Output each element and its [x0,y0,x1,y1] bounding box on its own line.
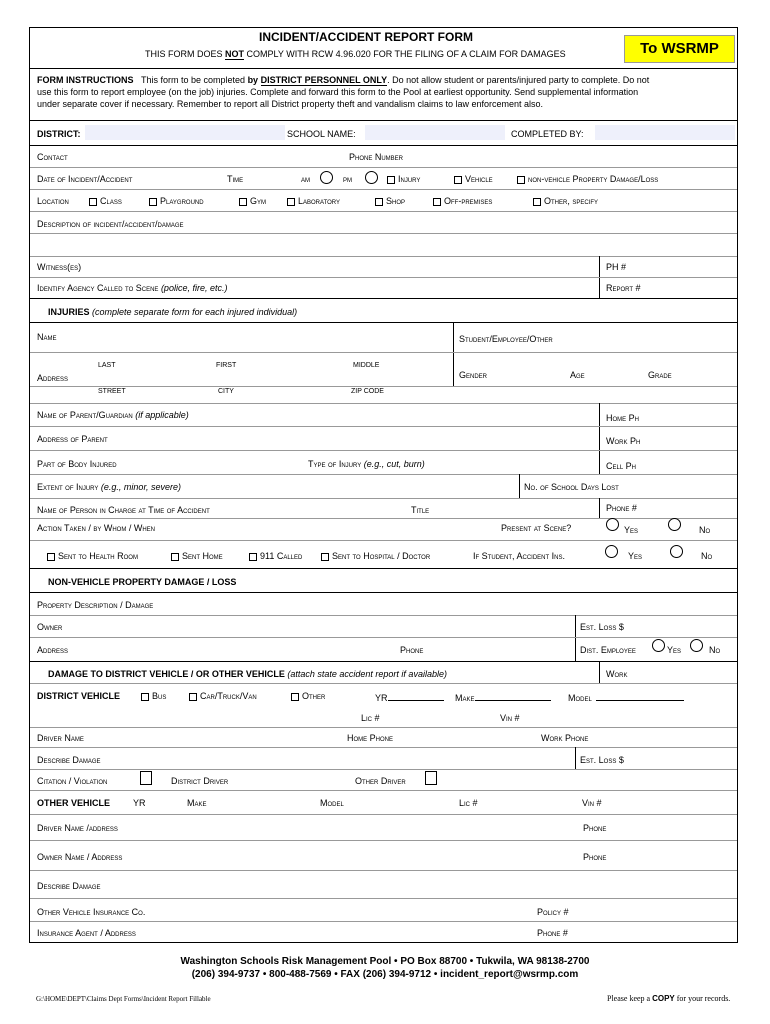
witnesses-label: Witness(es) [37,262,82,272]
property-est-loss-label: Est. Loss $ [580,622,624,632]
vehicle-work-label: Work [606,669,628,679]
district-field[interactable] [85,125,285,140]
gym-checkbox[interactable] [239,198,247,206]
property-phone-label: Phone [400,645,424,655]
status-label: Student/Employee/Other [459,334,553,344]
playground-checkbox[interactable] [149,198,157,206]
description-label: Description of incident/accident/damage [37,219,184,229]
injured-name-label: Name [37,332,57,342]
zip-label: ZIP CODE [351,388,384,395]
bus-checkbox[interactable] [141,693,149,701]
hospital-checkbox[interactable] [321,553,329,561]
accident-ins-yes-radio[interactable] [605,545,618,558]
property-heading: NON-VEHICLE PROPERTY DAMAGE / LOSS [48,577,237,587]
form-title: INCIDENT/ACCIDENT REPORT FORM [259,30,473,44]
accident-ins-no-radio[interactable] [670,545,683,558]
first-label: FIRST [216,362,237,369]
present-no-radio[interactable] [668,518,681,531]
footer-contact: (206) 394-9737 • 800-488-7569 • FAX (206) 394-9712 • incident_report@wsrmp.com [191,969,579,980]
vehicle-checkbox[interactable] [454,176,462,184]
other-vehicle-option[interactable]: Other [291,691,325,701]
person-phone-label: Phone # [606,503,637,513]
completed-by-label: COMPLETED BY: [511,129,584,139]
car-truck-checkbox[interactable] [189,693,197,701]
agent-phone-label: Phone # [537,928,568,938]
address-label: Address [37,373,69,383]
other-specify-option[interactable]: Other, specify [533,196,598,206]
district-vin-label: Vin # [500,713,520,723]
district-yr-field[interactable]: YR [375,691,444,703]
gym-option[interactable]: Gym [239,196,266,206]
work-ph-label: Work Ph [606,436,641,446]
instructions-line-3: under separate cover if necessary. Remember to report all District property theft and vandalism claims to law enforcement also. [37,99,544,109]
extent-label: Extent of Injury (e.g., minor, severe) [37,482,181,492]
car-truck-option[interactable]: Car/Truck/Van [189,691,257,701]
policy-label: Policy # [537,907,569,917]
dist-employee-label: Dist. Employee [580,645,636,655]
owner-label: Owner [37,622,63,632]
ov-vin-label: Vin # [582,798,602,808]
time-label: Time [227,174,244,184]
property-address-label: Address [37,645,69,655]
ov-driver-label: Driver Name /address [37,823,118,833]
present-no-label: No [699,525,711,535]
dist-employee-no-radio[interactable] [690,639,703,652]
to-wsrmp-badge: To WSRMP [624,35,735,63]
district-lic-label: Lic # [361,713,380,723]
district-label: DISTRICT: [37,129,81,139]
am-radio[interactable] [320,171,333,184]
footer-keep-copy: Please keep a COPY for your records. [607,994,731,1003]
laboratory-checkbox[interactable] [287,198,295,206]
ov-driver-phone-label: Phone [583,823,607,833]
am-label: am [301,174,310,184]
hospital-option[interactable]: Sent to Hospital / Doctor [321,551,430,561]
date-label: Date of Incident/Accident [37,174,133,184]
bus-option[interactable]: Bus [141,691,166,701]
district-driver-label: District Driver [171,776,229,786]
nonvehicle-option[interactable]: non-vehicle Property Damage/Loss [517,174,658,184]
describe-damage-label: Describe Damage [37,755,101,765]
injury-checkbox[interactable] [387,176,395,184]
title-label: Title [411,505,430,515]
dist-employee-yes-radio[interactable] [652,639,665,652]
grade-label: Grade [648,370,672,380]
cell-ph-label: Cell Ph [606,461,637,471]
health-room-checkbox[interactable] [47,553,55,561]
instructions-line-1: FORM INSTRUCTIONS This form to be completed by DISTRICT PERSONNEL ONLY. Do not allow student or parents/injured party to complete. Do not [37,75,650,85]
phone-number-label: Phone Number [349,152,404,162]
footer-address: Washington Schools Risk Management Pool • PO Box 88700 • Tukwila, WA 98138-2700 [180,956,590,967]
district-make-field[interactable]: Make [455,691,551,703]
home-phone-label: Home Phone [347,733,394,743]
shop-option[interactable]: Shop [375,196,405,206]
class-option[interactable]: Class [89,196,122,206]
ov-describe-label: Describe Damage [37,881,101,891]
accident-ins-yes-label: Yes [628,551,643,561]
completed-by-field[interactable] [595,125,735,140]
ov-lic-label: Lic # [459,798,478,808]
vehicle-heading: DAMAGE TO DISTRICT VEHICLE / OR OTHER VEHICLE (attach state accident report if available) [48,669,447,679]
ov-owner-phone-label: Phone [583,852,607,862]
class-checkbox[interactable] [89,198,97,206]
ov-model-label: Model [320,798,344,808]
health-room-option[interactable]: Sent to Health Room [47,551,138,561]
pm-radio[interactable] [365,171,378,184]
ov-insurance-label: Other Vehicle Insurance Co. [37,907,146,917]
school-name-field[interactable] [365,125,505,140]
action-label: Action Taken / by Whom / When [37,523,156,533]
dist-employee-yes-label: Yes [667,645,682,655]
dist-employee-no-label: No [709,645,721,655]
nonvehicle-checkbox[interactable] [517,176,525,184]
injury-option[interactable]: Injury [387,174,420,184]
agency-label: Identify Agency Called to Scene (police, fire, etc.) [37,283,228,293]
offpremises-checkbox[interactable] [433,198,441,206]
shop-checkbox[interactable] [375,198,383,206]
injuries-heading: INJURIES (complete separate form for each injured individual) [48,307,298,317]
form-subtitle: THIS FORM DOES NOT COMPLY WITH RCW 4.96.020 FOR THE FILING OF A CLAIM FOR DAMAGES [145,49,566,59]
driver-name-label: Driver Name [37,733,84,743]
incident-report-form [29,27,738,943]
other-vehicle-checkbox[interactable] [291,693,299,701]
report-number-label: Report # [606,283,641,293]
if-student-label: If Student, Accident Ins. [473,551,566,561]
person-charge-label: Name of Person in Charge at Time of Accident [37,505,210,515]
property-description-label: Property Description / Damage [37,600,154,610]
present-yes-label: Yes [624,525,639,535]
other-specify-checkbox[interactable] [533,198,541,206]
citation-label: Citation / Violation [37,776,108,786]
ov-yr-label: YR [133,798,146,808]
called-911-option[interactable]: 911 Called [249,551,302,561]
other-vehicle-label: OTHER VEHICLE [37,798,111,808]
city-label: CITY [218,388,234,395]
playground-option[interactable]: Playground [149,196,204,206]
ov-make-label: Make [187,798,207,808]
district-model-field[interactable]: Model [568,691,684,703]
accident-ins-no-label: No [701,551,713,561]
present-label: Present at Scene? [501,523,572,533]
footer-path: G:\HOME\DEPT\Claims Dept Forms\Incident Report Fillable [36,995,211,1003]
middle-label: MIDDLE [353,362,380,369]
sent-home-checkbox[interactable] [171,553,179,561]
contact-label: Contact [37,152,68,162]
pm-label: pm [343,174,352,184]
vehicle-option[interactable]: Vehicle [454,174,493,184]
parent-label: Name of Parent/Guardian (if applicable) [37,410,189,420]
street-label: STREET [98,388,126,395]
days-lost-label: No. of School Days Lost [524,482,619,492]
parent-address-label: Address of Parent [37,434,108,444]
offpremises-option[interactable]: Off-premises [433,196,492,206]
present-yes-radio[interactable] [606,518,619,531]
citation-checkbox[interactable] [140,771,152,785]
location-label: Location [37,196,69,206]
laboratory-option[interactable]: Laboratory [287,196,340,206]
called-911-checkbox[interactable] [249,553,257,561]
district-vehicle-label: DISTRICT VEHICLE [37,691,121,701]
home-ph-label: Home Ph [606,413,640,423]
instructions-line-2: use this form to report employee (on the job) injuries. Complete and forward this form to the Pool at earliest opportunity. Send supplemental information [37,87,639,97]
sent-home-option[interactable]: Sent Home [171,551,223,561]
body-part-label: Part of Body Injured [37,459,117,469]
vehicle-est-loss-label: Est. Loss $ [580,755,624,765]
other-driver-label: Other Driver [355,776,406,786]
gender-label: Gender [459,370,488,380]
age-label: Age [570,370,585,380]
other-driver-checkbox[interactable] [425,771,437,785]
ov-owner-label: Owner Name / Address [37,852,123,862]
witness-phone-label: PH # [606,262,627,272]
school-name-label: SCHOOL NAME: [287,129,356,139]
work-phone-label: Work Phone [541,733,589,743]
type-injury-label: Type of Injury (e.g., cut, burn) [308,459,425,469]
agent-label: Insurance Agent / Address [37,928,136,938]
last-label: LAST [98,362,116,369]
